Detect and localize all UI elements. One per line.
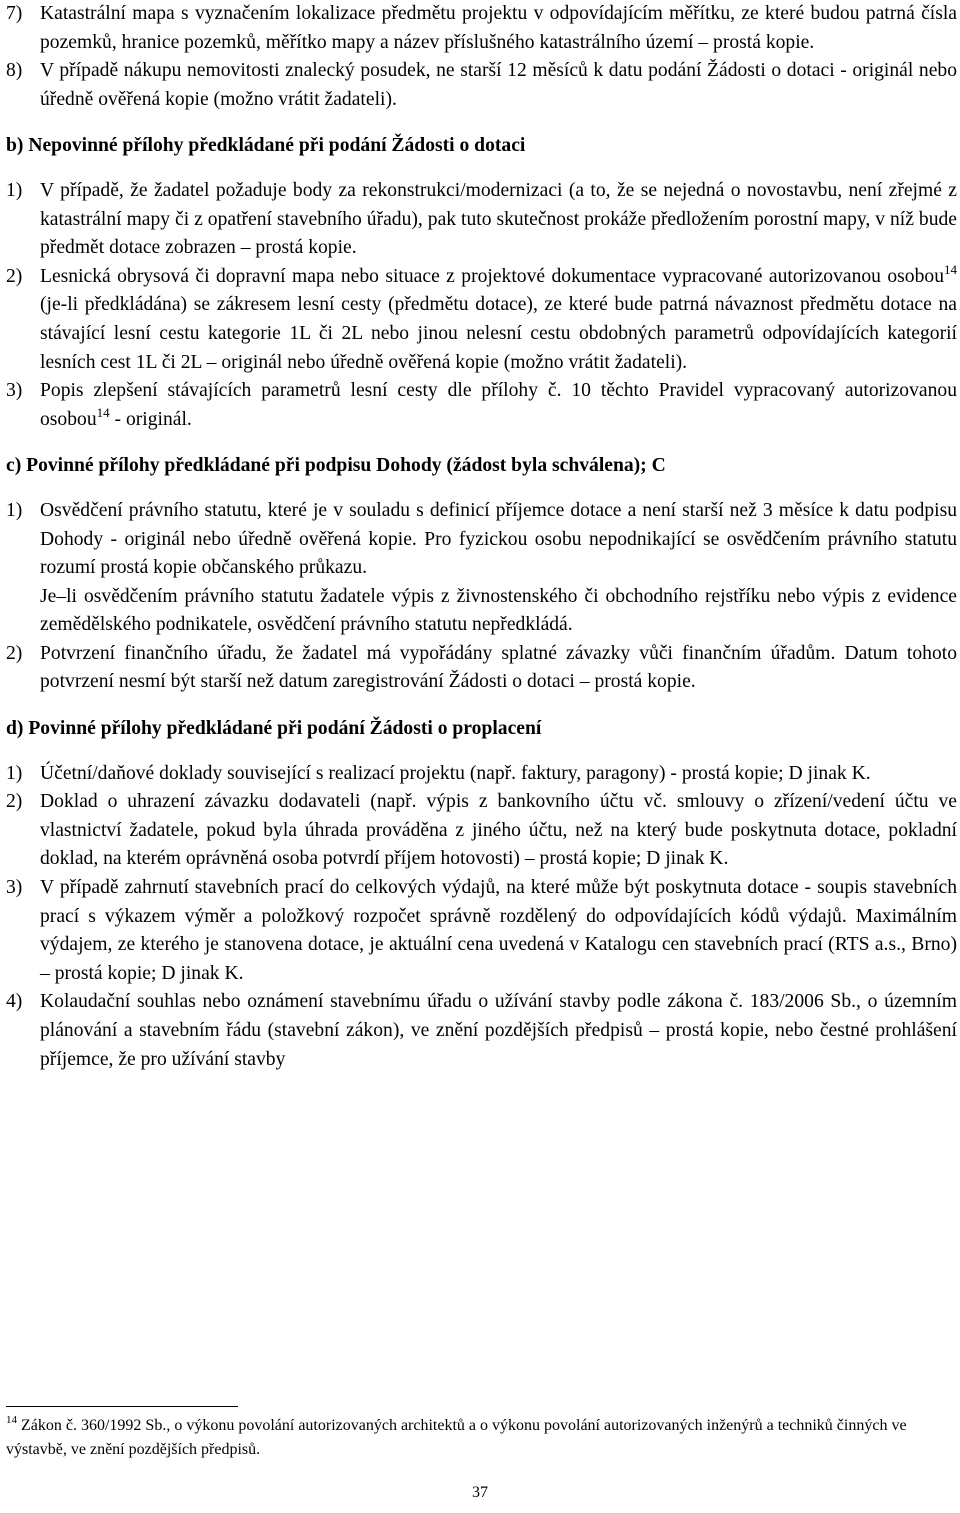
footnote-ref: 14 [944,261,957,277]
section-d-list [6,760,957,1075]
list-item [6,788,957,874]
item-number: 2) [6,642,23,664]
item-text: Účetní/daňové doklady související s realizací projektu (např. faktury, paragony) - prostá kopie; D jinak K. [40,762,871,784]
item-text: Kolaudační souhlas nebo oznámení stavebnímu úřadu o užívání stavby podle zákona č. 183/2006 Sb., o územním plánování a stavebním řádu (stavební zákon), ve znění pozdějších předpisů – prostá kopie, nebo čestné prohlášení příjemce, že pro užívání stavby [40,991,957,1070]
item-text: Doklad o uhrazení závazku dodavateli (např. výpis z bankovního účtu vč. smlouvy o zřízení/vedení účtu ve vlastnictví žadatele, pokud byla úhrada prováděna z jiného účtu, než na který bude poskytnuta dotace, pokladní doklad, na kterém oprávněná osoba potvrdí příjem hotovosti) – prostá kopie; D jinak K. [40,791,957,870]
spacer [6,434,957,452]
list-item [6,988,957,1074]
item-text [40,263,957,377]
item-paragraph: Je–li osvědčením právního statutu žadatele výpis z živnostenského či obchodního rejstříku nebo výpis z evidence zemědělského podnikatele, osvědčení právního statutu nepředkládá. [40,585,957,636]
item-number: 2) [6,791,23,813]
footnote-ref: 14 [96,404,110,420]
item-text-part: - originál. [109,408,192,430]
spacer [6,744,957,760]
footnote-marker: 14 [6,1414,17,1426]
section-d-heading: d) Povinné přílohy předkládané při podání Žádosti o proplacení [6,718,542,740]
item-number: 3) [6,877,23,899]
list-item [6,497,957,640]
footnote-divider [6,1406,238,1407]
item-text: Katastrální mapa s vyznačením lokalizace předmětu projektu v odpovídajícím měřítku, ze které budou patrná čísla pozemků, hranice pozemků, měřítko mapy a název příslušného katastrálního území – prostá kopie. [40,3,957,53]
item-text-part: (je-li předkládána) se zákresem lesní cesty (předmětu dotace), ze které bude patrná návaznost předmětu dotace na stávající lesní cestu kategorie 1L či 2L nebo jinou nelesní cestu obdobných parametrů odpovídajících kategorií lesních cest 1L či 2L – originál nebo úředně ověřená kopie (možno vrátit žadateli). [40,294,957,373]
section-a-list [6,0,957,114]
list-item [6,640,957,697]
item-number: 4) [6,991,23,1013]
list-item [6,874,957,988]
list-item [6,377,957,434]
list-item [6,177,957,263]
section-c-list [6,497,957,697]
footnote [6,1414,957,1462]
item-number: 1) [6,179,23,201]
item-number: 1) [6,499,23,521]
item-text: V případě, že žadatel požaduje body za rekonstrukci/modernizaci (a to, že se nejedná o novostavbu, není zřejmé z katastrální mapy či z opatření stavebního úřadu), pak tuto skutečnost prokáže předložením porostní mapy, v níž bude předmět dotace zobrazen – prostá kopie. [40,179,957,259]
item-text [40,497,957,640]
list-item [6,760,957,789]
spacer [6,481,957,497]
list-item [6,263,957,377]
item-number: 3) [6,380,23,402]
section-b-list [6,177,957,434]
section-b-heading: b) Nepovinné přílohy předkládané při podání Žádosti o dotaci [6,135,526,157]
item-paragraph: Osvědčení právního statutu, které je v souladu s definicí příjemce dotace a není starší než 3 měsíce k datu podpisu Dohody - originál nebo úředně ověřená kopie. Pro fyzickou osobu nepodnikající se osvědčením právního statutu rozumí prostá kopie občanského průkazu. [40,499,957,579]
item-number: 2) [6,265,23,287]
spacer [6,161,957,177]
footnote-text: Zákon č. 360/1992 Sb., o výkonu povolání autorizovaných architektů a o výkonu povolání autorizovaných inženýrů a techniků činných ve výstavbě, ve znění pozdějších předpisů. [6,1417,907,1458]
item-number: 1) [6,762,23,784]
item-text: Potvrzení finančního úřadu, že žadatel má vypořádány splatné závazky vůči finančním úřadům. Datum tohoto potvrzení nesmí být starší než datum zaregistrování Žádosti o dotaci – prostá kopie. [40,642,957,693]
item-text-part: Lesnická obrysová či dopravní mapa nebo situace z projektové dokumentace vypracované autorizovanou osobou [40,265,944,287]
item-number: 8) [6,60,23,82]
page-number: 37 [472,1484,488,1501]
spacer [6,697,957,715]
section-c-heading: c) Povinné přílohy předkládané při podpisu Dohody (žádost byla schválena); C [6,455,666,477]
item-text-part: Popis zlepšení stávajících parametrů lesní cesty dle přílohy č. 10 těchto Pravidel vypracovaný autorizovanou osobou [40,380,957,430]
list-item [6,57,957,114]
list-item [6,0,957,57]
item-text [40,377,957,434]
item-text: V případě nákupu nemovitosti znalecký posudek, ne starší 12 měsíců k datu podání Žádosti o dotaci - originál nebo úředně ověřená kopie (možno vrátit žadateli). [40,60,957,110]
item-number: 7) [6,3,23,24]
spacer [6,114,957,132]
item-text: V případě zahrnutí stavebních prací do celkových výdajů, na které může být poskytnuta dotace - soupis stavebních prací s výkazem výměr a položkový rozpočet správně rozdělený do odpovídajících kódů výdajů. Maximálním výdajem, ze kterého je stanovena dotace, je aktuální cena uvedená v Katalogu cen stavebních prací (RTS a.s., Brno) – prostá kopie; D jinak K. [40,877,957,984]
